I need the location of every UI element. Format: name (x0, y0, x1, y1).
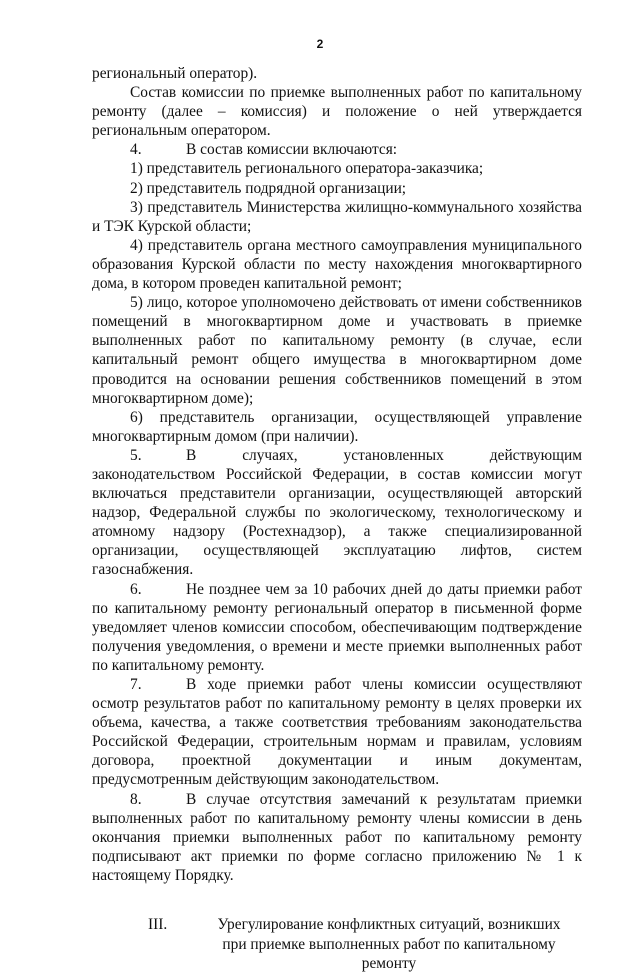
list-item-5: 5) лицо, которое уполномочено действовать от имени собственников помещений в многоквартирном доме и участвовать в приемке выполненных работ по капитальному ремонту (в случае, если капитальный ремонт общего имущества в многоквартирном доме проводится на основании решения собственников помещений в этом многоквартирном доме); (92, 294, 582, 407)
paragraph-item-8 (92, 790, 582, 885)
item-text: В случаях, установленных действующим законодательством Российской Федерации, в состав комиссии могут включаться представители организации, осуществляющей авторский надзор, Федеральной службы по экологическому, технологическому и атомному надзору (Ростехнадзор), а также специализированной организации, осуществляющей эксплуатацию лифтов, систем газоснабжения. (92, 446, 582, 579)
paragraph-continuation: региональный оператор). (92, 65, 258, 82)
section-title: Урегулирование конфликтных ситуаций, возникших при приемке выполненных работ по капитальному ремонту (217, 916, 561, 973)
item-number: 6. (130, 580, 142, 598)
list-item-1: 1) представитель регионального оператора-заказчика; (130, 160, 484, 178)
item-text: В случае отсутствия замечаний к результатам приемки выполненных работ по капитальному ремонту члены комиссии в день окончания приемки выполненных работ по капитальному ремонту подписывают акт приемки по форме согласно приложению № 1 к настоящему Порядку. (92, 790, 582, 884)
item-text: Не позднее чем за 10 рабочих дней до даты приемки работ по капитальному ремонту региональный оператор в письменной форме уведомляет членов комиссии способом, обеспечивающим подтверждение получения уведомления, о времени и месте приемки выполненных работ по капитальному ремонту. (92, 580, 582, 674)
list-item-4: 4) представитель органа местного самоуправления муниципального образования Курской области по месту нахождения многоквартирного дома, в котором проведен капитальной ремонт; (92, 236, 582, 293)
paragraph-item-5 (92, 446, 582, 580)
paragraph-item-7 (92, 675, 582, 790)
item-text: В ходе приемки работ члены комиссии осуществляют осмотр результатов работ по капитальному ремонту в целях проверки их объема, качества, а также соответствия требованиям законодательства Российской Федерации, строительным нормам и правилам, условиям договора, проектной документации и иным документам, предусмотренным действующим законодательством. (92, 676, 582, 789)
list-item-6: 6) представитель организации, осуществляющей управление многоквартирным домом (при наличии). (92, 408, 582, 445)
list-item-3: 3) представитель Министерства жилищно-коммунального хозяйства и ТЭК Курской области; (92, 198, 582, 235)
section-heading (92, 915, 582, 974)
item-number: 7. (130, 676, 142, 693)
paragraph-item-4 (92, 140, 582, 159)
item-number: 4. (130, 141, 142, 159)
item-number: 5. (130, 446, 142, 464)
document-body (92, 64, 582, 974)
section-number: III. (148, 916, 168, 934)
page-number: 2 (316, 37, 324, 51)
item-number: 8. (130, 790, 142, 808)
paragraph-item-6 (92, 580, 582, 675)
item-text: В состав комиссии включаются: (186, 141, 398, 159)
paragraph-commission-composition: Состав комиссии по приемке выполненных работ по капитальному ремонту (далее – комиссия) и положение о ней утверждается региональным оператором. (92, 84, 582, 140)
list-item-2: 2) представитель подрядной организации; (130, 179, 407, 197)
